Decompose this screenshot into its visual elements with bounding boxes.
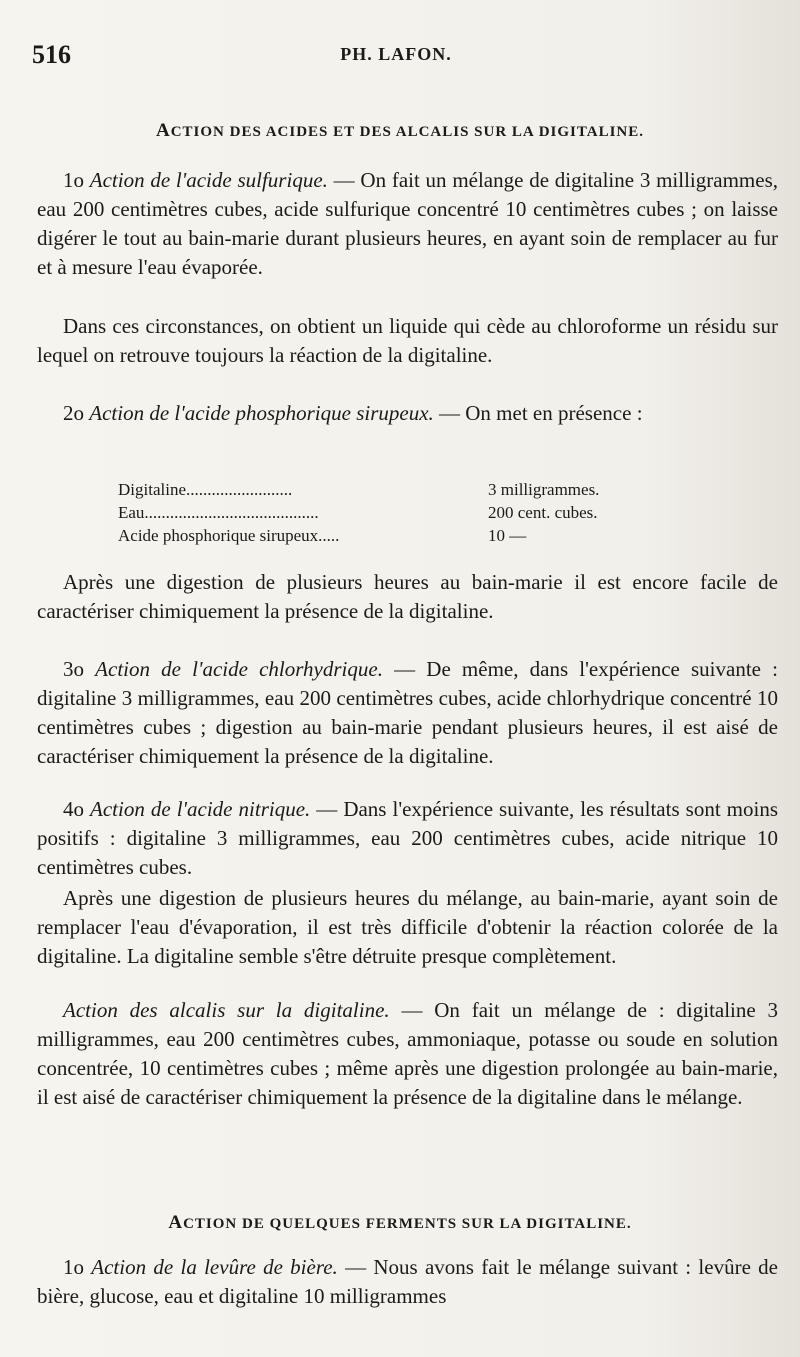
paragraph-number: 1o <box>63 1255 92 1279</box>
paragraph-title: Action de l'acide nitrique. <box>90 797 311 821</box>
reagent-quantity: 3 milligrammes. <box>488 480 600 499</box>
paragraph-title: Action de l'acide chlorhydrique. <box>95 657 383 681</box>
paragraph-circumstances <box>37 312 778 370</box>
reagent-row <box>118 524 678 547</box>
reagent-quantity: 10 — <box>488 526 527 545</box>
paragraph-title: Action de l'acide phosphorique sirupeux. <box>89 401 434 425</box>
paragraph-text: — On met en présence : <box>433 401 643 425</box>
heading-text: CTION DES ACIDES ET DES ALCALIS SUR LA DIGITALINE. <box>170 124 645 140</box>
page-header <box>32 40 760 74</box>
reagent-name: Digitaline......................... <box>118 480 293 499</box>
paragraph-title: Action de l'acide sulfurique. <box>89 168 328 192</box>
paragraph-alkalis <box>37 996 778 1112</box>
paragraph-phosphoric-result <box>37 568 778 626</box>
paragraph-hydrochloric-acid <box>37 655 778 771</box>
reagent-name: Acide phosphorique sirupeux..... <box>118 526 340 545</box>
paragraph-text: — Dans l'expérience suivante, les résultats sont moins positifs : digitaline 3 milligrammes, eau 200 centimètres cubes, acide nitrique 10 centimètres cubes. <box>37 797 779 879</box>
reagent-name: Eau......................................... <box>118 503 319 522</box>
paragraph-number: 3o <box>63 657 96 681</box>
paragraph-text: — Nous avons fait le mélange suivant : levûre de bière, glucose, eau et digitaline 10 milligrammes <box>37 1255 778 1308</box>
running-head: PH. LAFON. <box>340 44 452 64</box>
heading-initial: A <box>168 1212 184 1233</box>
paragraph-title: Action des alcalis sur la digitaline. <box>63 998 390 1022</box>
reagent-row <box>118 501 678 524</box>
paragraph-phosphoric-acid <box>37 399 778 428</box>
paragraph-text: — On fait un mélange de digitaline 3 milligrammes, eau 200 centimètres cubes, acide sulfurique concentré 10 centimètres cubes ; on laisse digérer le tout au bain-marie durant plusieurs heures, en ayant soin de remplacer au fur et à mesure l'eau évaporée. <box>37 168 778 279</box>
paragraph-nitric-acid <box>37 795 778 882</box>
paragraph-number: 1o <box>63 168 90 192</box>
section-heading-acids-alkalis <box>40 120 760 142</box>
heading-text: CTION DE QUELQUES FERMENTS SUR LA DIGITALINE. <box>183 1216 632 1232</box>
paragraph-text: — On fait un mélange de : digitaline 3 milligrammes, eau 200 centimètres cubes, ammoniaque, potasse ou soude en solution concentrée, 10 centimètres cubes ; même après une digestion prolongée au bain-marie, il est aisé de caractériser chimiquement la présence de la digitaline dans le mélange. <box>37 998 779 1109</box>
paragraph-number: 2o <box>63 401 90 425</box>
paragraph-number: 4o <box>63 797 91 821</box>
reagent-table <box>118 478 678 547</box>
paragraph-sulfuric-acid <box>37 166 778 282</box>
paragraph-text: — De même, dans l'expérience suivante : digitaline 3 milligrammes, eau 200 centimètres cubes, acide chlorhydrique concentré 10 centimètres cubes ; digestion au bain-marie pendant plusieurs heures, il est aisé de caractériser chimiquement la présence de la digitaline. <box>37 657 778 768</box>
paragraph-text: Après une digestion de plusieurs heures du mélange, au bain-marie, ayant soin de remplacer l'eau d'évaporation, il est très difficile d'obtenir la réaction colorée de la digitaline. La digitaline semble s'être détruite presque complètement. <box>37 886 778 968</box>
paragraph-title: Action de la levûre de bière. <box>91 1255 338 1279</box>
paragraph-nitric-result <box>37 884 778 971</box>
paragraph-text: Après une digestion de plusieurs heures au bain-marie il est encore facile de caractériser chimiquement la présence de la digitaline. <box>37 570 778 623</box>
reagent-row <box>118 478 678 501</box>
heading-initial: A <box>155 120 171 141</box>
paragraph-beer-yeast <box>37 1253 778 1311</box>
section-heading-ferments <box>40 1212 760 1234</box>
page-number: 516 <box>32 40 71 69</box>
reagent-quantity: 200 cent. cubes. <box>488 503 598 522</box>
paragraph-text: Dans ces circonstances, on obtient un liquide qui cède au chloroforme un résidu sur lequel on retrouve toujours la réaction de la digitaline. <box>37 314 778 367</box>
